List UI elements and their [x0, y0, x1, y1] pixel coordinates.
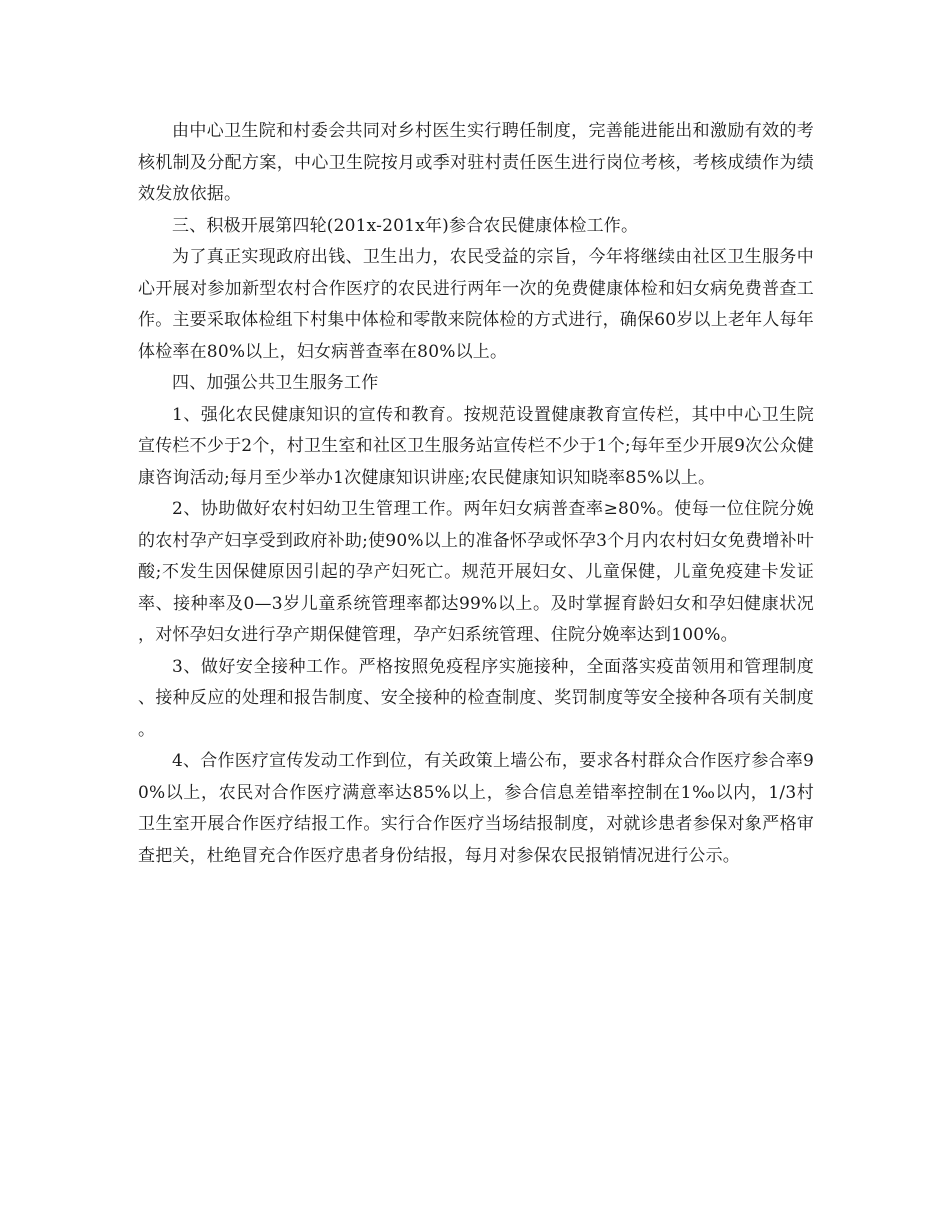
section-heading-public-health: 四、加强公共卫生服务工作	[172, 373, 379, 393]
paragraph-health-checkup: 为了真正实现政府出钱、卫生出力，农民受益的宗旨，今年将继续由社区卫生服务中心开展对参加新型农村合作医疗的农民进行两年一次的免费健康体检和妇女病免费普查工作。主要采取体检组下村集中体检和零散来院体检的方式进行，确保60岁以上老年人每年体检率在80%以上，妇女病普查率在80%以上。	[138, 247, 814, 362]
section-heading-health-checkup: 三、积极开展第四轮(201x-201x年)参合农民健康体检工作。	[172, 215, 639, 236]
paragraph-health-education: 1、强化农民健康知识的宣传和教育。按规范设置健康教育宣传栏，其中中心卫生院宣传栏不少于2个，村卫生室和社区卫生服务站宣传栏不少于1个;每年至少开展9次公众健康咨询活动;每月至少举办1次健康知识讲座;农民健康知识知晓率85%以上。	[138, 404, 814, 488]
paragraph-appointment-system: 由中心卫生院和村委会共同对乡村医生实行聘任制度，完善能进能出和激励有效的考核机制及分配方案，中心卫生院按月或季对驻村责任医生进行岗位考核，考核成绩作为绩效发放依据。	[138, 121, 814, 204]
paragraph-cooperative-medical: 4、合作医疗宣传发动工作到位，有关政策上墙公布，要求各村群众合作医疗参合率90%以上，农民对合作医疗满意率达85%以上，参合信息差错率控制在1‰以内，1/3村卫生室开展合作医疗结报工作。实行合作医疗当场结报制度，对就诊患者参保对象严格审查把关，杜绝冒充合作医疗患者身份结报，每月对参保农民报销情况进行公示。	[138, 751, 814, 866]
paragraph-safe-vaccination: 3、做好安全接种工作。严格按照免疫程序实施接种，全面落实疫苗领用和管理制度、接种反应的处理和报告制度、安全接种的检查制度、奖罚制度等安全接种各项有关制度。	[138, 656, 814, 740]
paragraph-maternal-child-health: 2、协助做好农村妇幼卫生管理工作。两年妇女病普查率≥80%。使每一位住院分娩的农村孕产妇享受到政府补助;使90%以上的准备怀孕或怀孕3个月内农村妇女免费增补叶酸;不发生因保健原因引起的孕产妇死亡。规范开展妇女、儿童保健，儿童免疫建卡发证率、接种率及0—3岁儿童系统管理率都达99%以上。及时掌握育龄妇女和孕妇健康状况，对怀孕妇女进行孕产期保健管理，孕产妇系统管理、住院分娩率达到100%。	[138, 499, 814, 645]
document-body	[138, 116, 814, 872]
